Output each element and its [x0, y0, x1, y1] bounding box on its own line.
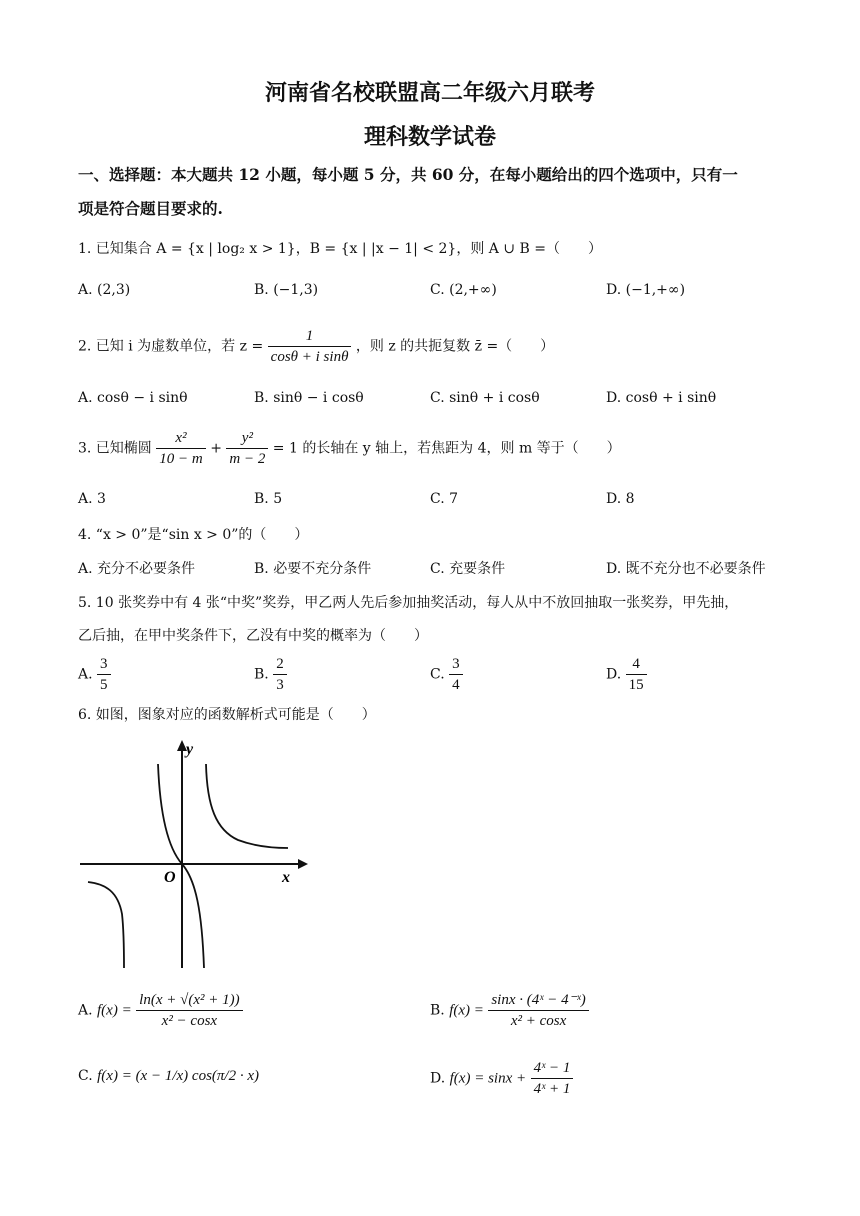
q6-option-c: [78, 1068, 259, 1085]
q2-option-c: C. sinθ + i cosθ: [430, 390, 540, 406]
q4-option-d: D. 既不充分也不必要条件: [606, 561, 766, 577]
q1-option-a: A. (2,3): [78, 282, 131, 298]
q6-d-den: 4ˣ + 1: [533, 1081, 571, 1097]
q6-d-num: 4ˣ − 1: [531, 1058, 574, 1079]
q3-fraction-2: [226, 428, 268, 469]
q1-option-c: C. (2,+∞): [430, 282, 497, 298]
q6-option-a-label: A.: [78, 1002, 93, 1019]
section-heading-line1: 一、选择题：本大题共 12 小题，每小题 5 分，共 60 分，在每小题给出的四个选项中，只有一: [78, 165, 738, 184]
q3-frac1-den: 10 − m: [159, 451, 203, 467]
q1-option-b: B. (−1,3): [254, 282, 319, 298]
q4-option-c: C. 充要条件: [430, 561, 506, 577]
q5-option-c-label: C.: [430, 666, 445, 683]
question-5-stem-line2: 乙后抽，在甲中奖条件下，乙没有中奖的概率为（ ）: [78, 628, 428, 644]
q2-stem-pre: 2. 已知 i 为虚数单位，若 z =: [78, 338, 264, 355]
section-heading-line2: 项是符合题目要求的.: [78, 199, 223, 218]
exam-subtitle: 理科数学试卷: [363, 124, 496, 150]
q3-option-a: A. 3: [78, 491, 106, 507]
q2-fraction: [268, 326, 352, 367]
q5-option-b-label: B.: [254, 666, 269, 683]
q6-option-a-lhs: f(x) =: [97, 1002, 132, 1019]
curve-right-branch: [206, 764, 288, 848]
q6-option-b-label: B.: [430, 1002, 445, 1019]
question-2-stem: [78, 326, 554, 367]
q5-a-den: 5: [100, 677, 108, 693]
question-6-stem: 6. 如图，图象对应的函数解析式可能是（ ）: [78, 707, 376, 723]
q6-a-num: ln(x + √(x² + 1)): [136, 990, 242, 1011]
q5-b-num: 2: [273, 654, 287, 675]
q5-option-b-frac: [273, 654, 287, 695]
origin-label: O: [164, 869, 176, 886]
question-3-stem: [78, 428, 621, 469]
q3-frac1-num: x²: [156, 428, 205, 449]
q5-option-a-label: A.: [78, 666, 93, 683]
exam-title: 河南省名校联盟高二年级六月联考: [264, 80, 595, 106]
q3-stem-pre: 3. 已知椭圆: [78, 440, 152, 457]
curve-left-branch: [88, 882, 124, 968]
q3-fraction-1: [156, 428, 205, 469]
q2-option-d: D. cosθ + i sinθ: [606, 390, 717, 406]
q1-option-d: D. (−1,+∞): [606, 282, 686, 298]
q2-option-b: B. sinθ − i cosθ: [254, 390, 364, 406]
q5-option-a-frac: [97, 654, 111, 695]
q3-plus: +: [210, 440, 222, 457]
function-graph: [76, 736, 316, 972]
question-4-stem: 4. “x > 0”是“sin x > 0”的（ ）: [78, 527, 309, 543]
q5-d-den: 15: [628, 677, 644, 693]
q6-option-b: [430, 990, 589, 1031]
x-axis-arrow: [298, 859, 308, 869]
q6-a-den: x² − cosx: [161, 1013, 218, 1029]
question-5-stem-line1: 5. 10 张奖券中有 4 张“中奖”奖券，甲乙两人先后参加抽奖活动，每人从中不放回抽取一张奖券，甲先抽，: [78, 595, 739, 611]
x-axis-label: x: [282, 869, 290, 886]
q3-frac2-den: m − 2: [229, 451, 266, 467]
q2-option-a: A. cosθ − i sinθ: [78, 390, 188, 406]
q6-option-b-lhs: f(x) =: [449, 1002, 484, 1019]
q3-stem-post: = 1 的长轴在 y 轴上，若焦距为 4，则 m 等于（ ）: [272, 440, 621, 457]
q5-option-c-frac: [449, 654, 463, 695]
q3-option-c: C. 7: [430, 491, 459, 507]
q5-c-num: 3: [449, 654, 463, 675]
q5-a-num: 3: [97, 654, 111, 675]
q5-option-d-frac: [626, 654, 647, 695]
q6-option-d-frac: [531, 1058, 574, 1099]
q5-b-den: 3: [276, 677, 284, 693]
q5-option-a: [78, 654, 111, 695]
q6-option-a: [78, 990, 243, 1031]
q5-d-num: 4: [626, 654, 647, 675]
q5-option-b: [254, 654, 287, 695]
q2-stem-post: ，则 z 的共扼复数 z̄ =（ ）: [355, 338, 555, 355]
q5-option-c: [430, 654, 463, 695]
y-axis-label: y: [186, 741, 194, 758]
q4-option-a: A. 充分不必要条件: [78, 561, 196, 577]
q6-b-num: sinx · (4ˣ − 4⁻ˣ): [488, 990, 588, 1011]
q3-option-b: B. 5: [254, 491, 283, 507]
q6-option-a-frac: [136, 990, 242, 1031]
q6-option-d-label: D.: [430, 1070, 446, 1087]
q5-c-den: 4: [452, 677, 460, 693]
q6-b-den: x² + cosx: [510, 1013, 567, 1029]
q4-option-b: B. 必要不充分条件: [254, 561, 372, 577]
q3-option-d: D. 8: [606, 491, 635, 507]
q5-option-d-label: D.: [606, 666, 622, 683]
q6-option-c-label: C.: [78, 1068, 93, 1084]
q6-option-c-expr: f(x) = (x − 1/x) cos(π/2 · x): [97, 1068, 259, 1084]
q2-frac-num: 1: [268, 326, 352, 347]
q6-option-b-frac: [488, 990, 588, 1031]
q6-option-d: [430, 1058, 573, 1099]
q6-option-d-lhs: f(x) = sinx +: [449, 1070, 527, 1087]
q5-option-d: [606, 654, 647, 695]
question-1-stem: 1. 已知集合 A = {x | log₂ x > 1}，B = {x | |x − 1| < 2}，则 A ∪ B =（ ）: [78, 241, 603, 257]
q2-frac-den: cosθ + i sinθ: [270, 349, 349, 365]
q3-frac2-num: y²: [226, 428, 268, 449]
